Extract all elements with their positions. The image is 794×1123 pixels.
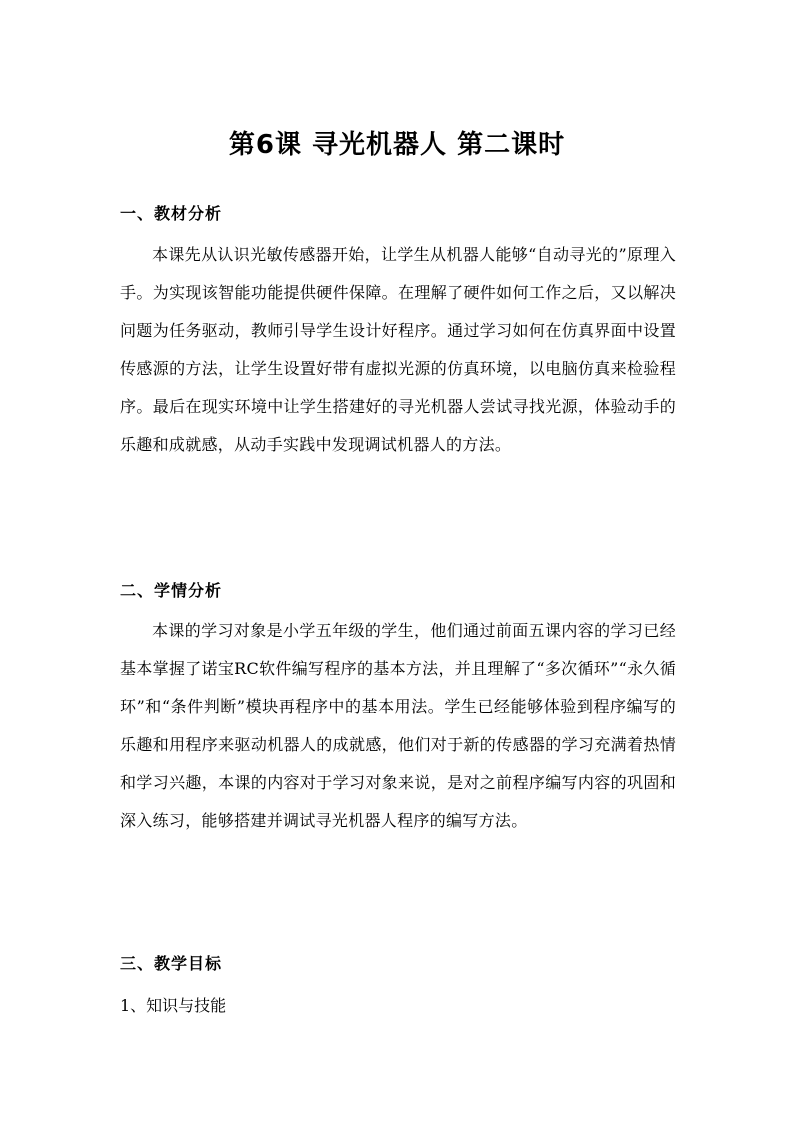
section-paragraph-textbook-analysis: 本课先从认识光敏传感器开始，让学生从机器人能够“自动寻光的”原理入手。为实现该智能功能提供硬件保障。在理解了硬件如何工作之后，又以解决问题为任务驱动，教师引导学生设计好程序。通过学习如何在仿真界面中设置传感源的方法，让学生设置好带有虚拟光源的仿真环境，以电脑仿真来检验程序。最后在现实环境中让学生搭建好的寻光机器人尝试寻找光源，体验动手的乐趣和成就感，从动手实践中发现调试机器人的方法。 [120,245,676,454]
section-heading-student-analysis: 二、学情分析 [120,581,223,600]
section-paragraph-student-analysis: 本课的学习对象是小学五年级的学生，他们通过前面五课内容的学习已经基本掌握了诺宝RC软件编写程序的基本方法，并且理解了“多次循环”“永久循环”和“条件判断”模块再程序中的基本用法。学生已经能够体验到程序编写的乐趣和用程序来驱动机器人的成就感，他们对于新的传感器的学习充满着热情和学习兴趣，本课的内容对于学习对象来说，是对之前程序编写内容的巩固和深入练习，能够搭建并调试寻光机器人程序的编写方法。 [120,621,676,830]
section-heading-textbook-analysis: 一、教材分析 [120,204,223,223]
section-heading-teaching-goals: 三、教学目标 [120,954,223,973]
list-item-knowledge-skills: 1、知识与技能 [120,996,227,1015]
document-title: 第6课 寻光机器人 第二课时 [228,130,566,160]
